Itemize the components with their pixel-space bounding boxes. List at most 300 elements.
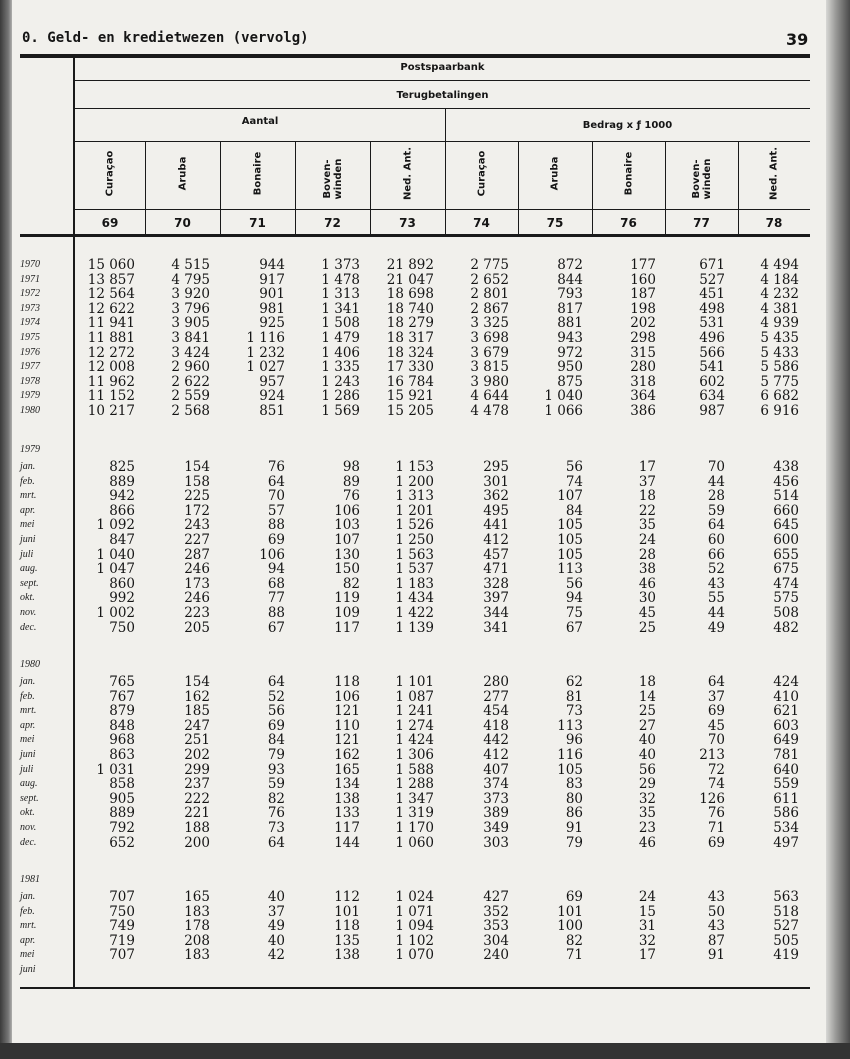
table-cell: 74 bbox=[707, 776, 725, 793]
table-cell: 1 335 bbox=[321, 359, 360, 376]
table-cell: 31 bbox=[638, 918, 656, 935]
table-cell: 21 047 bbox=[386, 271, 434, 288]
table-cell: 69 bbox=[565, 889, 583, 905]
table-cell: 56 bbox=[565, 459, 583, 475]
table-cell: 106 bbox=[259, 546, 285, 563]
table-cell: 566 bbox=[699, 344, 725, 361]
table-cell: 60 bbox=[707, 532, 725, 548]
table-cell: 881 bbox=[557, 315, 583, 332]
table-cell: 563 bbox=[773, 889, 799, 905]
table-cell: 482 bbox=[773, 619, 799, 636]
table-cell: 5 435 bbox=[760, 330, 799, 346]
table-cell: 105 bbox=[557, 532, 583, 548]
table-cell: 43 bbox=[707, 575, 725, 592]
row-label: 1972 bbox=[20, 288, 40, 300]
table-cell: 950 bbox=[557, 359, 583, 376]
table-cell: 221 bbox=[184, 805, 210, 822]
row-label: feb. bbox=[20, 690, 35, 702]
table-cell: 112 bbox=[334, 889, 360, 905]
table-cell: 1 434 bbox=[395, 590, 434, 607]
table-cell: 419 bbox=[773, 947, 799, 964]
table-cell: 64 bbox=[707, 674, 725, 690]
table-cell: 117 bbox=[334, 619, 360, 636]
table-cell: 1 373 bbox=[321, 257, 360, 273]
table-cell: 495 bbox=[483, 502, 509, 519]
table-cell: 118 bbox=[334, 918, 360, 935]
table-cell: 457 bbox=[483, 546, 509, 563]
table-cell: 968 bbox=[109, 732, 135, 749]
table-cell: 765 bbox=[109, 674, 135, 690]
table-cell: 496 bbox=[699, 330, 725, 346]
page-bottom-edge bbox=[0, 1043, 850, 1059]
table-cell: 905 bbox=[109, 790, 135, 807]
table-cell: 69 bbox=[267, 532, 285, 548]
row-label: okt. bbox=[20, 592, 35, 604]
table-cell: 12 622 bbox=[87, 300, 135, 317]
table-cell: 106 bbox=[334, 502, 360, 519]
table-cell: 37 bbox=[267, 903, 285, 920]
table-cell: 12 564 bbox=[87, 286, 135, 303]
table-cell: 474 bbox=[773, 575, 799, 592]
table-cell: 1 024 bbox=[395, 889, 434, 905]
table-cell: 793 bbox=[557, 286, 583, 303]
row-label: mei bbox=[20, 949, 35, 961]
table-cell: 28 bbox=[707, 488, 725, 505]
table-cell: 172 bbox=[184, 502, 210, 519]
column-number: 69 bbox=[101, 216, 119, 230]
column-number: 72 bbox=[324, 216, 341, 230]
table-cell: 295 bbox=[483, 459, 509, 475]
table-cell: 303 bbox=[483, 834, 509, 851]
table-cell: 863 bbox=[109, 747, 135, 763]
table-cell: 18 698 bbox=[386, 286, 434, 303]
table-cell: 87 bbox=[707, 932, 725, 949]
table-cell: 328 bbox=[483, 575, 509, 592]
table-cell: 318 bbox=[630, 373, 656, 390]
bedrag-label: Bedrag x ƒ 1000 bbox=[582, 120, 673, 131]
table-cell: 349 bbox=[483, 820, 509, 836]
row-label: mrt. bbox=[20, 920, 37, 932]
table-cell: 901 bbox=[259, 286, 285, 303]
table-cell: 1 002 bbox=[96, 605, 135, 621]
table-cell: 1 537 bbox=[395, 561, 434, 578]
table-cell: 925 bbox=[259, 315, 285, 332]
table-cell: 675 bbox=[773, 561, 799, 578]
table-cell: 94 bbox=[565, 590, 583, 607]
table-cell: 1 306 bbox=[395, 747, 434, 763]
table-cell: 77 bbox=[267, 590, 285, 607]
table-cell: 1 563 bbox=[395, 546, 434, 563]
table-cell: 298 bbox=[630, 330, 656, 346]
table-cell: 943 bbox=[557, 330, 583, 346]
table-cell: 105 bbox=[557, 761, 583, 778]
row-label: mrt. bbox=[20, 490, 37, 502]
column-header: Bonaire bbox=[623, 151, 634, 196]
table-cell: 46 bbox=[638, 834, 656, 851]
table-cell: 1 243 bbox=[321, 373, 360, 390]
table-cell: 875 bbox=[557, 373, 583, 390]
table-cell: 126 bbox=[699, 790, 725, 807]
table-cell: 144 bbox=[334, 834, 360, 851]
column-number: 71 bbox=[249, 216, 266, 230]
row-label: juni bbox=[20, 534, 36, 545]
row-label: juli bbox=[20, 548, 34, 560]
row-label: nov. bbox=[20, 607, 37, 618]
table-cell: 410 bbox=[773, 688, 799, 705]
table-cell: 1 070 bbox=[395, 947, 434, 964]
table-cell: 299 bbox=[184, 761, 210, 778]
table-cell: 64 bbox=[707, 517, 725, 534]
table-cell: 655 bbox=[773, 546, 799, 563]
table-cell: 1 047 bbox=[96, 561, 135, 578]
column-header: Bonaire bbox=[252, 151, 263, 196]
table-cell: 277 bbox=[483, 688, 509, 705]
row-label: 1977 bbox=[20, 361, 40, 373]
table-cell: 3 920 bbox=[171, 286, 210, 303]
table-cell: 4 939 bbox=[760, 315, 799, 332]
table-cell: 1 094 bbox=[395, 918, 434, 935]
table-cell: 1 406 bbox=[321, 344, 360, 361]
rule bbox=[75, 108, 810, 109]
table-cell: 412 bbox=[483, 747, 509, 763]
table-cell: 750 bbox=[109, 619, 135, 636]
column-header: Curaçao bbox=[476, 150, 487, 197]
table-cell: 412 bbox=[483, 532, 509, 548]
table-cell: 518 bbox=[773, 903, 799, 920]
row-label: 1980 bbox=[20, 405, 40, 416]
table-cell: 32 bbox=[638, 932, 656, 949]
table-cell: 67 bbox=[565, 619, 583, 636]
table-cell: 424 bbox=[773, 674, 799, 690]
table-cell: 18 279 bbox=[386, 315, 434, 332]
table-cell: 3 698 bbox=[470, 330, 509, 346]
table-cell: 750 bbox=[109, 903, 135, 920]
row-label: juni bbox=[20, 749, 36, 760]
table-cell: 103 bbox=[334, 517, 360, 534]
table-cell: 89 bbox=[342, 473, 360, 490]
table-cell: 531 bbox=[699, 315, 725, 332]
table-cell: 42 bbox=[267, 947, 285, 964]
column-header: Curaçao bbox=[104, 150, 116, 197]
table-cell: 72 bbox=[707, 761, 725, 778]
table-cell: 1 479 bbox=[321, 330, 360, 346]
table-cell: 1 170 bbox=[395, 820, 434, 836]
table-cell: 205 bbox=[184, 619, 210, 636]
table-cell: 942 bbox=[109, 488, 135, 505]
table-cell: 11 941 bbox=[87, 315, 135, 332]
table-cell: 35 bbox=[638, 517, 656, 534]
row-label: apr. bbox=[20, 504, 36, 516]
table-cell: 1 241 bbox=[395, 703, 434, 720]
table-cell: 438 bbox=[773, 459, 799, 475]
table-cell: 82 bbox=[342, 575, 360, 592]
table-cell: 1 319 bbox=[395, 805, 434, 822]
table-cell: 2 622 bbox=[171, 373, 210, 390]
bottom-rule bbox=[20, 987, 810, 989]
row-label: apr. bbox=[20, 934, 36, 946]
column-header: Aruba bbox=[549, 156, 561, 191]
table-cell: 107 bbox=[334, 532, 360, 548]
table-cell: 344 bbox=[483, 605, 509, 621]
table-cell: 11 881 bbox=[87, 330, 135, 346]
column-number: 70 bbox=[174, 216, 191, 230]
row-label: juli bbox=[20, 763, 34, 775]
table-cell: 21 892 bbox=[386, 257, 434, 273]
page-right-edge bbox=[826, 0, 850, 1059]
table-cell: 879 bbox=[109, 703, 135, 720]
table-cell: 389 bbox=[483, 805, 509, 822]
table-cell: 76 bbox=[267, 459, 285, 475]
table-cell: 134 bbox=[334, 776, 360, 793]
table-cell: 188 bbox=[184, 820, 210, 836]
table-cell: 116 bbox=[557, 747, 583, 763]
table-cell: 362 bbox=[483, 488, 509, 505]
table-cell: 1 153 bbox=[395, 459, 434, 475]
table-cell: 1 232 bbox=[246, 344, 285, 361]
table-cell: 11 962 bbox=[87, 373, 135, 390]
table-cell: 4 644 bbox=[470, 388, 509, 405]
table-cell: 611 bbox=[773, 790, 799, 807]
table-cell: 352 bbox=[483, 903, 509, 920]
subgroup-title: Terugbetalingen bbox=[396, 90, 489, 101]
table-cell: 40 bbox=[267, 932, 285, 949]
table-cell: 1 031 bbox=[96, 761, 135, 778]
table-cell: 44 bbox=[707, 473, 725, 490]
table-cell: 59 bbox=[707, 502, 725, 519]
table-cell: 45 bbox=[707, 717, 725, 734]
table-cell: 858 bbox=[109, 776, 135, 793]
table-cell: 91 bbox=[565, 820, 583, 836]
table-cell: 225 bbox=[184, 488, 210, 505]
table-cell: 76 bbox=[342, 488, 360, 505]
table-cell: 1 040 bbox=[96, 546, 135, 563]
table-cell: 154 bbox=[184, 674, 210, 690]
table-cell: 559 bbox=[773, 776, 799, 793]
table-cell: 49 bbox=[267, 918, 285, 935]
table-cell: 17 330 bbox=[386, 359, 434, 376]
table-cell: 118 bbox=[334, 674, 360, 690]
table-cell: 3 325 bbox=[470, 315, 509, 332]
column-number: 73 bbox=[399, 216, 416, 230]
table-cell: 177 bbox=[630, 257, 656, 273]
table-cell: 505 bbox=[773, 932, 799, 949]
table-cell: 792 bbox=[109, 820, 135, 836]
table-cell: 70 bbox=[707, 459, 725, 475]
table-cell: 3 841 bbox=[171, 330, 210, 346]
table-cell: 353 bbox=[483, 918, 509, 935]
table-cell: 43 bbox=[707, 889, 725, 905]
table-cell: 280 bbox=[483, 674, 509, 690]
table-cell: 64 bbox=[267, 834, 285, 851]
table-cell: 508 bbox=[773, 605, 799, 621]
table-cell: 781 bbox=[773, 747, 799, 763]
table-cell: 1 422 bbox=[395, 605, 434, 621]
table-cell: 113 bbox=[557, 561, 583, 578]
table-cell: 645 bbox=[773, 517, 799, 534]
table-cell: 64 bbox=[267, 473, 285, 490]
table-cell: 18 bbox=[638, 488, 656, 505]
table-cell: 15 205 bbox=[386, 403, 434, 419]
column-number: 75 bbox=[546, 216, 564, 230]
table-cell: 49 bbox=[707, 619, 725, 636]
table-cell: 59 bbox=[267, 776, 285, 793]
table-cell: 18 740 bbox=[386, 300, 434, 317]
table-cell: 847 bbox=[109, 532, 135, 548]
table-cell: 18 317 bbox=[386, 330, 434, 346]
table-cell: 844 bbox=[557, 271, 583, 288]
table-cell: 43 bbox=[707, 918, 725, 935]
table-cell: 178 bbox=[184, 918, 210, 935]
table-cell: 70 bbox=[707, 732, 725, 749]
row-label: 1974 bbox=[20, 317, 40, 329]
table-cell: 75 bbox=[565, 605, 583, 621]
table-cell: 4 795 bbox=[171, 271, 210, 288]
table-cell: 29 bbox=[638, 776, 656, 793]
table-cell: 183 bbox=[184, 947, 210, 964]
aantal-label: Aantal bbox=[241, 116, 279, 127]
table-cell: 66 bbox=[707, 546, 725, 563]
table-cell: 150 bbox=[334, 561, 360, 578]
row-label: 1978 bbox=[20, 375, 40, 387]
table-cell: 957 bbox=[259, 373, 285, 390]
table-cell: 304 bbox=[483, 932, 509, 949]
table-cell: 3 796 bbox=[171, 300, 210, 317]
table-cell: 17 bbox=[638, 947, 656, 964]
table-cell: 603 bbox=[773, 717, 799, 734]
table-cell: 287 bbox=[184, 546, 210, 563]
table-cell: 246 bbox=[184, 590, 210, 607]
table-cell: 1 040 bbox=[544, 388, 583, 405]
table-cell: 848 bbox=[109, 717, 135, 734]
table-cell: 200 bbox=[184, 834, 210, 851]
table-cell: 100 bbox=[557, 918, 583, 935]
table-cell: 243 bbox=[184, 517, 210, 534]
row-label: juni bbox=[20, 964, 36, 975]
table-cell: 4 232 bbox=[760, 286, 799, 303]
table-cell: 541 bbox=[699, 359, 725, 376]
table-cell: 972 bbox=[557, 344, 583, 361]
table-cell: 315 bbox=[630, 344, 656, 361]
table-cell: 407 bbox=[483, 761, 509, 778]
table-cell: 82 bbox=[565, 932, 583, 949]
row-label: sept. bbox=[20, 577, 39, 589]
table-cell: 3 679 bbox=[470, 344, 509, 361]
table-cell: 17 bbox=[638, 459, 656, 475]
table-cell: 76 bbox=[267, 805, 285, 822]
table-cell: 15 bbox=[638, 903, 656, 920]
table-cell: 944 bbox=[259, 257, 285, 273]
column-header: Boven- winden bbox=[321, 158, 344, 200]
table-cell: 917 bbox=[259, 271, 285, 288]
table-cell: 71 bbox=[565, 947, 583, 964]
table-cell: 1 060 bbox=[395, 834, 434, 851]
table-cell: 4 494 bbox=[760, 257, 799, 273]
row-label: sept. bbox=[20, 792, 39, 804]
table-cell: 98 bbox=[342, 459, 360, 475]
table-cell: 5 775 bbox=[760, 373, 799, 390]
table-cell: 2 652 bbox=[470, 271, 509, 288]
table-cell: 671 bbox=[699, 257, 725, 273]
table-cell: 3 905 bbox=[171, 315, 210, 332]
table-cell: 173 bbox=[184, 575, 210, 592]
table-cell: 56 bbox=[267, 703, 285, 720]
table-cell: 652 bbox=[109, 834, 135, 851]
table-cell: 69 bbox=[707, 703, 725, 720]
table-cell: 70 bbox=[267, 488, 285, 505]
table-cell: 213 bbox=[699, 747, 725, 763]
table-cell: 91 bbox=[707, 947, 725, 964]
table-cell: 1 478 bbox=[321, 271, 360, 288]
table-cell: 82 bbox=[267, 790, 285, 807]
table-cell: 1 102 bbox=[395, 932, 434, 949]
table-cell: 1 250 bbox=[395, 532, 434, 548]
table-cell: 12 008 bbox=[87, 359, 135, 376]
table-cell: 527 bbox=[773, 918, 799, 935]
table-cell: 138 bbox=[334, 790, 360, 807]
table-cell: 32 bbox=[638, 790, 656, 807]
table-cell: 1 313 bbox=[395, 488, 434, 505]
table-cell: 40 bbox=[638, 732, 656, 749]
table-cell: 88 bbox=[267, 517, 285, 534]
table-cell: 105 bbox=[557, 546, 583, 563]
table-cell: 3 980 bbox=[470, 373, 509, 390]
page-number: 39 bbox=[786, 30, 809, 49]
table-cell: 1 286 bbox=[321, 388, 360, 405]
table-cell: 69 bbox=[267, 717, 285, 734]
section-title: 0. Geld- en kredietwezen (vervolg) bbox=[22, 30, 309, 46]
table-cell: 889 bbox=[109, 473, 135, 490]
table-cell: 1 027 bbox=[246, 359, 285, 376]
table-cell: 24 bbox=[638, 532, 656, 548]
table-cell: 341 bbox=[483, 619, 509, 636]
table-cell: 1 101 bbox=[395, 674, 434, 690]
table-cell: 600 bbox=[773, 532, 799, 548]
table-cell: 987 bbox=[699, 403, 725, 419]
table-cell: 240 bbox=[483, 947, 509, 964]
table-cell: 497 bbox=[773, 834, 799, 851]
row-label: feb. bbox=[20, 905, 35, 917]
table-cell: 6 916 bbox=[760, 403, 799, 419]
table-cell: 185 bbox=[184, 703, 210, 720]
table-cell: 1 313 bbox=[321, 286, 360, 303]
table-cell: 25 bbox=[638, 703, 656, 720]
row-label: jan. bbox=[20, 891, 36, 902]
table-cell: 165 bbox=[334, 761, 360, 778]
table-cell: 107 bbox=[557, 488, 583, 505]
table-cell: 4 184 bbox=[760, 271, 799, 288]
table-cell: 113 bbox=[557, 717, 583, 734]
table-cell: 35 bbox=[638, 805, 656, 822]
table-cell: 1 139 bbox=[395, 619, 434, 636]
table-cell: 67 bbox=[267, 619, 285, 636]
table-cell: 1 341 bbox=[321, 300, 360, 317]
table-cell: 227 bbox=[184, 532, 210, 548]
table-cell: 451 bbox=[699, 286, 725, 303]
row-label: mei bbox=[20, 519, 35, 531]
table-cell: 81 bbox=[565, 688, 583, 705]
table-cell: 397 bbox=[483, 590, 509, 607]
table-cell: 2 867 bbox=[470, 300, 509, 317]
row-label: dec. bbox=[20, 621, 37, 633]
table-cell: 56 bbox=[565, 575, 583, 592]
table-cell: 2 960 bbox=[171, 359, 210, 376]
table-cell: 6 682 bbox=[760, 388, 799, 405]
table-cell: 16 784 bbox=[386, 373, 434, 390]
table-cell: 1 200 bbox=[395, 473, 434, 490]
table-cell: 1 092 bbox=[96, 517, 135, 534]
table-cell: 602 bbox=[699, 373, 725, 390]
table-cell: 44 bbox=[707, 605, 725, 621]
